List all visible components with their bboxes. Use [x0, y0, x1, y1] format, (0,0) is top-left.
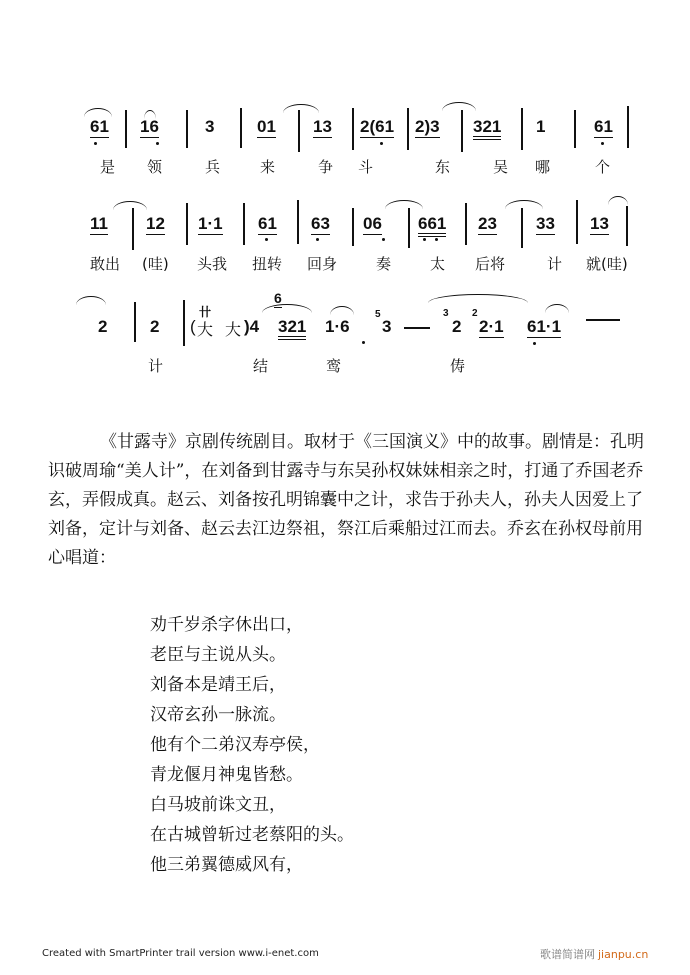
octave-dot [601, 142, 604, 145]
note-group: 16 [140, 117, 159, 136]
poem-line: 青龙偃月神鬼皆愁。 [150, 765, 303, 785]
slur [608, 196, 628, 205]
site-domain: jianpu.cn [598, 948, 649, 961]
description-paragraph [48, 428, 658, 573]
note-group: 06 [363, 214, 382, 233]
slur [428, 294, 528, 303]
lyric: 争 [318, 158, 334, 176]
poem-line: 在古城曾斩过老蔡阳的头。 [150, 825, 354, 845]
site-watermark [540, 946, 648, 962]
poem-line: 白马坡前诛文丑， [150, 795, 286, 815]
poem-line: 汉帝玄孙一脉流。 [150, 705, 286, 725]
percussion-syllable: 大 [225, 320, 242, 339]
lyric: 就(哇) [586, 255, 628, 273]
lyric: 领 [147, 158, 163, 176]
lyric: 是 [100, 158, 116, 176]
lyric: 兵 [205, 158, 221, 176]
octave-dot [382, 238, 385, 241]
bar-line [576, 200, 578, 244]
bar-line [186, 203, 188, 245]
bar-line [626, 206, 628, 246]
octave-dot [533, 342, 536, 345]
bar-line [465, 203, 467, 245]
lyric: 敢出 [90, 255, 121, 273]
note-group: 63 [311, 214, 330, 233]
slur [262, 304, 312, 313]
note-group: 23 [478, 214, 497, 233]
octave-dot [435, 238, 438, 241]
slur [505, 200, 543, 209]
bar-line [183, 300, 185, 346]
octave-dot [316, 238, 319, 241]
percussion-mark: 卄 [199, 305, 212, 319]
lyric: 后将 [475, 255, 506, 273]
slur [385, 200, 423, 209]
bar-line [134, 302, 136, 342]
octave-dot [423, 238, 426, 241]
lyric: 鸾 [326, 357, 342, 375]
poem-line: 劝千岁杀字休出口， [150, 615, 303, 635]
slur [76, 296, 106, 305]
bar-line [352, 208, 354, 246]
grace-note: 2 [472, 308, 478, 319]
upper-note: 6 [274, 290, 282, 306]
bar-line [408, 208, 410, 248]
note-group: 61 [594, 117, 613, 136]
note: )4 [244, 317, 260, 336]
note: 2 [452, 317, 462, 336]
grace-note: 5 [375, 309, 381, 320]
lyric: 头我 [197, 255, 228, 273]
lyric: 计 [148, 357, 164, 375]
note: 2 [150, 317, 160, 336]
note-group: 2)3 [415, 117, 440, 136]
note-group: 01 [257, 117, 276, 136]
poem-line: 他有个二弟汉寿亭侯， [150, 735, 320, 755]
note-group: 1·1 [198, 214, 223, 233]
slur [442, 102, 476, 111]
bar-line [243, 203, 245, 245]
printer-watermark: Created with SmartPrinter trail version www.i-enet.com [42, 948, 319, 959]
lyric: 斗 [358, 158, 374, 176]
lyric: 吴 [493, 158, 509, 176]
bar-line [521, 208, 523, 248]
note-group: 13 [590, 214, 609, 233]
bar-line [352, 108, 354, 150]
lyric: 来 [260, 158, 276, 176]
lyric: 个 [595, 158, 611, 176]
bar-line [298, 110, 300, 152]
note-group: 33 [536, 214, 555, 233]
poem-line: 刘备本是靖王后， [150, 675, 286, 695]
bar-line [521, 108, 523, 150]
bar-line [297, 200, 299, 244]
bar-line [240, 108, 242, 148]
lyric: (哇) [142, 255, 169, 273]
note-group: 1·6 [325, 317, 350, 336]
slur [113, 201, 147, 210]
note: 1 [536, 117, 546, 136]
octave-dot [380, 142, 383, 145]
note-group: 11 [90, 214, 108, 233]
note-group: 321 [473, 118, 501, 140]
lyric: 奏 [376, 255, 392, 273]
lyric: 俦 [450, 357, 466, 375]
bar-line [574, 110, 576, 148]
lyric: 计 [547, 255, 563, 273]
bar-line [627, 106, 629, 148]
poem-line: 他三弟翼德威风有， [150, 855, 303, 875]
lyric: 东 [435, 158, 451, 176]
slur [545, 304, 569, 313]
note-group: 661 [418, 215, 446, 237]
lyrics-poem [150, 610, 354, 880]
bar-line [407, 108, 409, 150]
octave-dot [265, 238, 268, 241]
note-group: 61 [258, 214, 277, 233]
octave-dot [362, 341, 365, 344]
bar-line [461, 110, 463, 152]
note-group: 13 [313, 117, 332, 136]
grace-note: 3 [443, 308, 449, 319]
bar-line [186, 110, 188, 148]
note-group: 321 [278, 318, 306, 340]
note: 2 [98, 317, 108, 336]
note-group: 61·1 [527, 317, 562, 336]
lyric: 太 [430, 255, 446, 273]
percussion-syllable: 大 [197, 320, 214, 339]
note: 3 [382, 317, 392, 336]
note-group: 2(61 [360, 117, 395, 136]
note-group: 12 [146, 214, 165, 233]
octave-dot [94, 142, 97, 145]
octave-dot [156, 142, 159, 145]
note-group: 2·1 [479, 317, 504, 336]
lyric: 扭转 [252, 255, 283, 273]
note: 3 [205, 117, 215, 136]
paragraph-text: 《甘露寺》京剧传统剧目。取材于《三国演义》中的故事。剧情是：孔明识破周瑜“美人计”，在刘备到甘露寺与东吴孙权妹妹相亲之时，打通了乔国老乔玄，弄假成真。赵云、刘备按孔明锦囊中之计，求告于孙夫人，孙夫人因爱上了刘备，定计与刘备、赵云去江边祭祖，祭江后乘船过江而去。乔玄在孙权母前用心唱道： [48, 432, 644, 568]
bar-line [132, 208, 134, 250]
bar-line [125, 110, 127, 148]
extension-dash [586, 319, 620, 321]
extension-dash [404, 327, 430, 329]
site-name: 歌谱简谱网 [540, 948, 595, 961]
slur [330, 306, 354, 315]
poem-line: 老臣与主说从头。 [150, 645, 286, 665]
slur [84, 108, 112, 117]
slur [283, 104, 319, 113]
note-group: 61 [90, 117, 109, 136]
lyric: 回身 [307, 255, 338, 273]
lyric: 结 [253, 357, 269, 375]
lyric: 哪 [535, 158, 551, 176]
paren: ( [190, 317, 196, 336]
